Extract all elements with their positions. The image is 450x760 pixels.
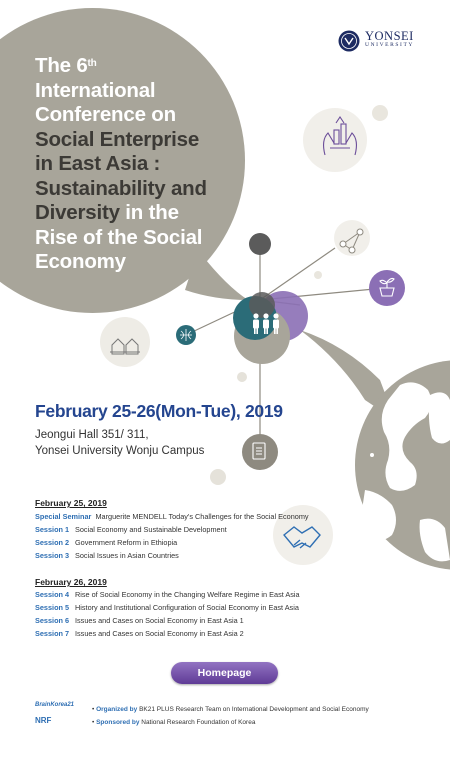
sp-text: National Research Foundation of Korea	[141, 719, 256, 726]
row-text: Social Economy and Sustainable Development	[75, 525, 227, 534]
day2-row	[35, 629, 244, 638]
venue-line-2: Yonsei University Wonju Campus	[35, 444, 205, 457]
day2-row	[35, 590, 300, 599]
day2-row	[35, 616, 244, 625]
title-part: Social Enterprise	[35, 127, 200, 151]
row-label: Special Seminar	[35, 512, 92, 521]
bk21-logo: BrainKorea21	[35, 702, 75, 708]
event-date: February 25-26(Mon-Tue), 2019	[35, 401, 283, 421]
title-part: th	[87, 58, 97, 69]
row-label: Session 7	[35, 629, 70, 638]
day2-row	[35, 603, 299, 612]
row-text: Social Issues in Asian Countries	[75, 551, 179, 560]
title-part: in East Asia	[35, 152, 149, 175]
title-part: in the	[119, 201, 179, 224]
row-text: Rise of Social Economy in the Changing Welfare Regime in East Asia	[75, 590, 300, 599]
title-part: Economy	[35, 250, 126, 273]
day1-row	[35, 512, 309, 521]
day1-row	[35, 551, 179, 560]
homepage-button[interactable]: Homepage	[171, 662, 278, 684]
row-text: Issues and Cases on Social Economy in East Asia 1	[75, 616, 244, 625]
sponsored-by: • Sponsored by National Research Foundation of Korea	[92, 719, 256, 726]
row-text: Marguerite MENDELL Today's Challenges for the Social Economy	[95, 512, 309, 521]
org-label: Organized by	[96, 706, 138, 713]
day1-row	[35, 525, 227, 534]
event-venue	[35, 428, 204, 459]
title-part: Sustainability and	[35, 176, 207, 200]
row-label: Session 2	[35, 538, 70, 547]
day1-heading: February 25, 2019	[35, 498, 107, 508]
title-part: International Conference on	[35, 78, 176, 126]
day2-heading: February 26, 2019	[35, 577, 107, 587]
row-label: Session 6	[35, 616, 70, 625]
title-part: The 6	[35, 54, 88, 77]
row-label: Session 1	[35, 525, 70, 534]
logo-sub: UNIVERSITY	[365, 42, 414, 48]
day1-row	[35, 538, 177, 547]
venue-line-1: Jeongui Hall 351/ 311,	[35, 429, 149, 441]
sp-label: Sponsored by	[96, 719, 140, 726]
organized-by: • Organized by BK21 PLUS Research Team on International Development and Social Economy	[92, 706, 369, 713]
row-label: Session 3	[35, 551, 70, 560]
row-label: Session 5	[35, 603, 70, 612]
title-part: Rise of the Social	[35, 225, 203, 249]
row-text: History and Institutional Configuration of Social Economy in East Asia	[75, 603, 299, 612]
org-text: BK21 PLUS Research Team on International Development and Social Economy	[139, 706, 369, 713]
title-part: Diversity	[35, 201, 120, 224]
row-text: Issues and Cases on Social Economy in East Asia 2	[75, 629, 244, 638]
title-part: :	[148, 152, 161, 175]
nrf-logo: NRF	[35, 716, 52, 725]
row-label: Session 4	[35, 590, 70, 599]
logo-name: YONSEI	[365, 29, 414, 43]
row-text: Government Reform in Ethiopia	[75, 538, 178, 547]
